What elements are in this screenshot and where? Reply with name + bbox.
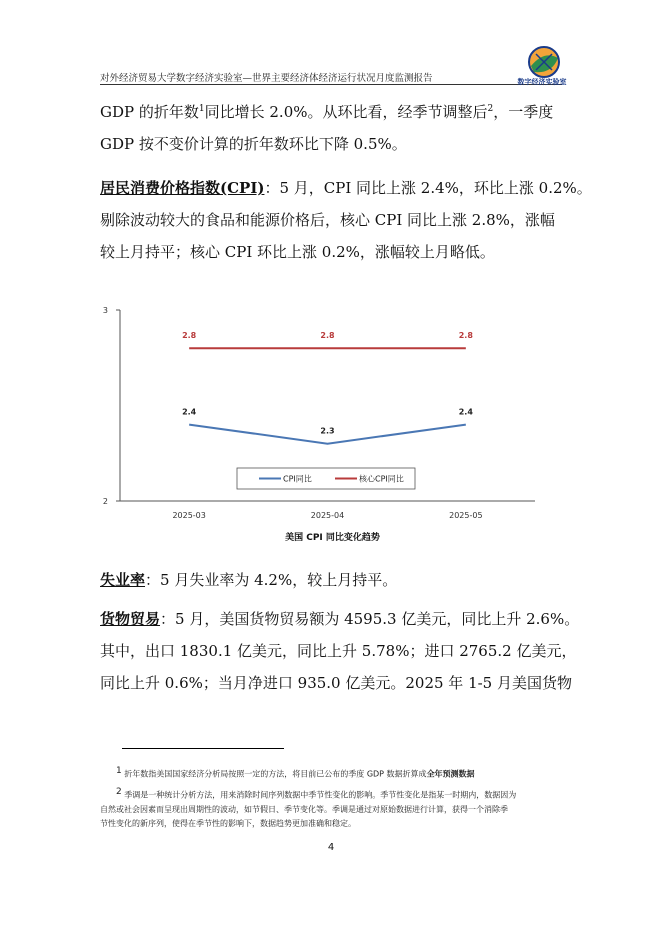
footnote-ref-2: 2 bbox=[487, 104, 494, 114]
trade-paragraph bbox=[100, 603, 580, 699]
data-label: 2.8 bbox=[320, 331, 335, 341]
chart-title: 美国 CPI 同比变化趋势 bbox=[285, 533, 380, 543]
footnote-2-line-1 bbox=[100, 785, 562, 803]
report-header-title: 对外经济贸易大学数字经济实验室—世界主要经济体经济运行状况月度监测报告 bbox=[100, 73, 433, 84]
trade-line-1 bbox=[100, 603, 580, 635]
x-tick-label: 2025-03 bbox=[172, 511, 206, 520]
gdp-text: 同比增长 2.0%。从环比看，经季节调整后 bbox=[204, 103, 488, 121]
unemployment-label: 失业率 bbox=[100, 571, 146, 589]
footnote-2-line-2: 自然或社会因素而呈现出周期性的波动，如节假日、季节变化等。季调是通过对原始数据进行计算，获得一个消除季 bbox=[100, 804, 508, 814]
trade-line-2: 其中，出口 1830.1 亿美元，同比上升 5.78%；进口 2765.2 亿美元， bbox=[100, 642, 577, 660]
footnote-ref-1: 1 bbox=[198, 104, 205, 114]
footnote-2 bbox=[100, 785, 562, 831]
cpi-text: ：5 月，CPI 同比上涨 2.4%，环比上涨 0.2%。 bbox=[264, 179, 592, 197]
footnote-divider bbox=[122, 748, 284, 749]
data-label: 2.4 bbox=[182, 407, 197, 417]
footnote-2-text: 季调是一种统计分析方法，用来消除时间序列数据中季节性变化的影响。季节性变化是指某一时期内，数据因为 bbox=[124, 790, 517, 800]
data-label: 2.3 bbox=[320, 426, 335, 436]
footnote-1-number: 1 bbox=[116, 766, 122, 776]
gdp-line-2: GDP 按不变价计算的折年数环比下降 0.5%。 bbox=[100, 135, 407, 153]
gdp-text: GDP 的折年数 bbox=[100, 103, 199, 121]
unemployment-line bbox=[100, 564, 562, 596]
cpi-paragraph bbox=[100, 172, 592, 268]
x-tick-label: 2025-04 bbox=[310, 511, 345, 520]
header-divider bbox=[100, 84, 562, 85]
data-label: 2.8 bbox=[182, 331, 197, 341]
legend-label: CPI同比 bbox=[283, 474, 312, 484]
legend-label: 核心CPI同比 bbox=[359, 474, 404, 484]
data-label: 2.4 bbox=[458, 407, 473, 417]
footnote-1-bold: 全年预测数据 bbox=[426, 769, 475, 779]
cpi-label: 居民消费价格指数(CPI) bbox=[100, 179, 265, 197]
gdp-line-1 bbox=[100, 93, 562, 128]
footnote-1-text: 折年数指美国国家经济分析局按照一定的方法，将目前已公布的季度 GDP 数据折算成 bbox=[124, 769, 427, 779]
cpi-line-2: 剔除波动较大的食品和能源价格后，核心 CPI 同比上涨 2.8%，涨幅 bbox=[100, 211, 555, 229]
cpi-chart-svg bbox=[95, 298, 550, 548]
page-number: 4 bbox=[327, 842, 335, 853]
footnote-1 bbox=[100, 764, 562, 782]
cpi-line-1 bbox=[100, 172, 592, 204]
trade-text: ：5 月，美国货物贸易额为 4595.3 亿美元，同比上升 2.6%。 bbox=[160, 610, 580, 628]
data-label: 2.8 bbox=[458, 331, 473, 341]
trade-label: 货物贸易 bbox=[100, 610, 161, 628]
x-tick-label: 2025-05 bbox=[449, 511, 483, 520]
y-tick-label: 3 bbox=[102, 306, 108, 315]
y-tick-label: 2 bbox=[102, 497, 108, 506]
unemployment-paragraph bbox=[100, 564, 562, 596]
cpi-line-3: 较上月持平；核心 CPI 环比上涨 0.2%，涨幅较上月略低。 bbox=[100, 243, 495, 261]
trade-line-3: 同比上升 0.6%；当月净进口 935.0 亿美元。2025 年 1-5 月美国货物 bbox=[100, 674, 572, 692]
unemployment-text: ：5 月失业率为 4.2%，较上月持平。 bbox=[145, 571, 398, 589]
gdp-paragraph bbox=[100, 93, 562, 160]
lab-logo-label: 数字经济实验室 bbox=[517, 78, 567, 86]
footnote-2-line-3: 节性变化的新序列，使得在季节性的影响下，数据趋势更加准确和稳定。 bbox=[100, 818, 356, 828]
gdp-text: ，一季度 bbox=[493, 103, 554, 121]
footnote-2-number: 2 bbox=[116, 787, 122, 797]
cpi-chart bbox=[95, 298, 550, 548]
